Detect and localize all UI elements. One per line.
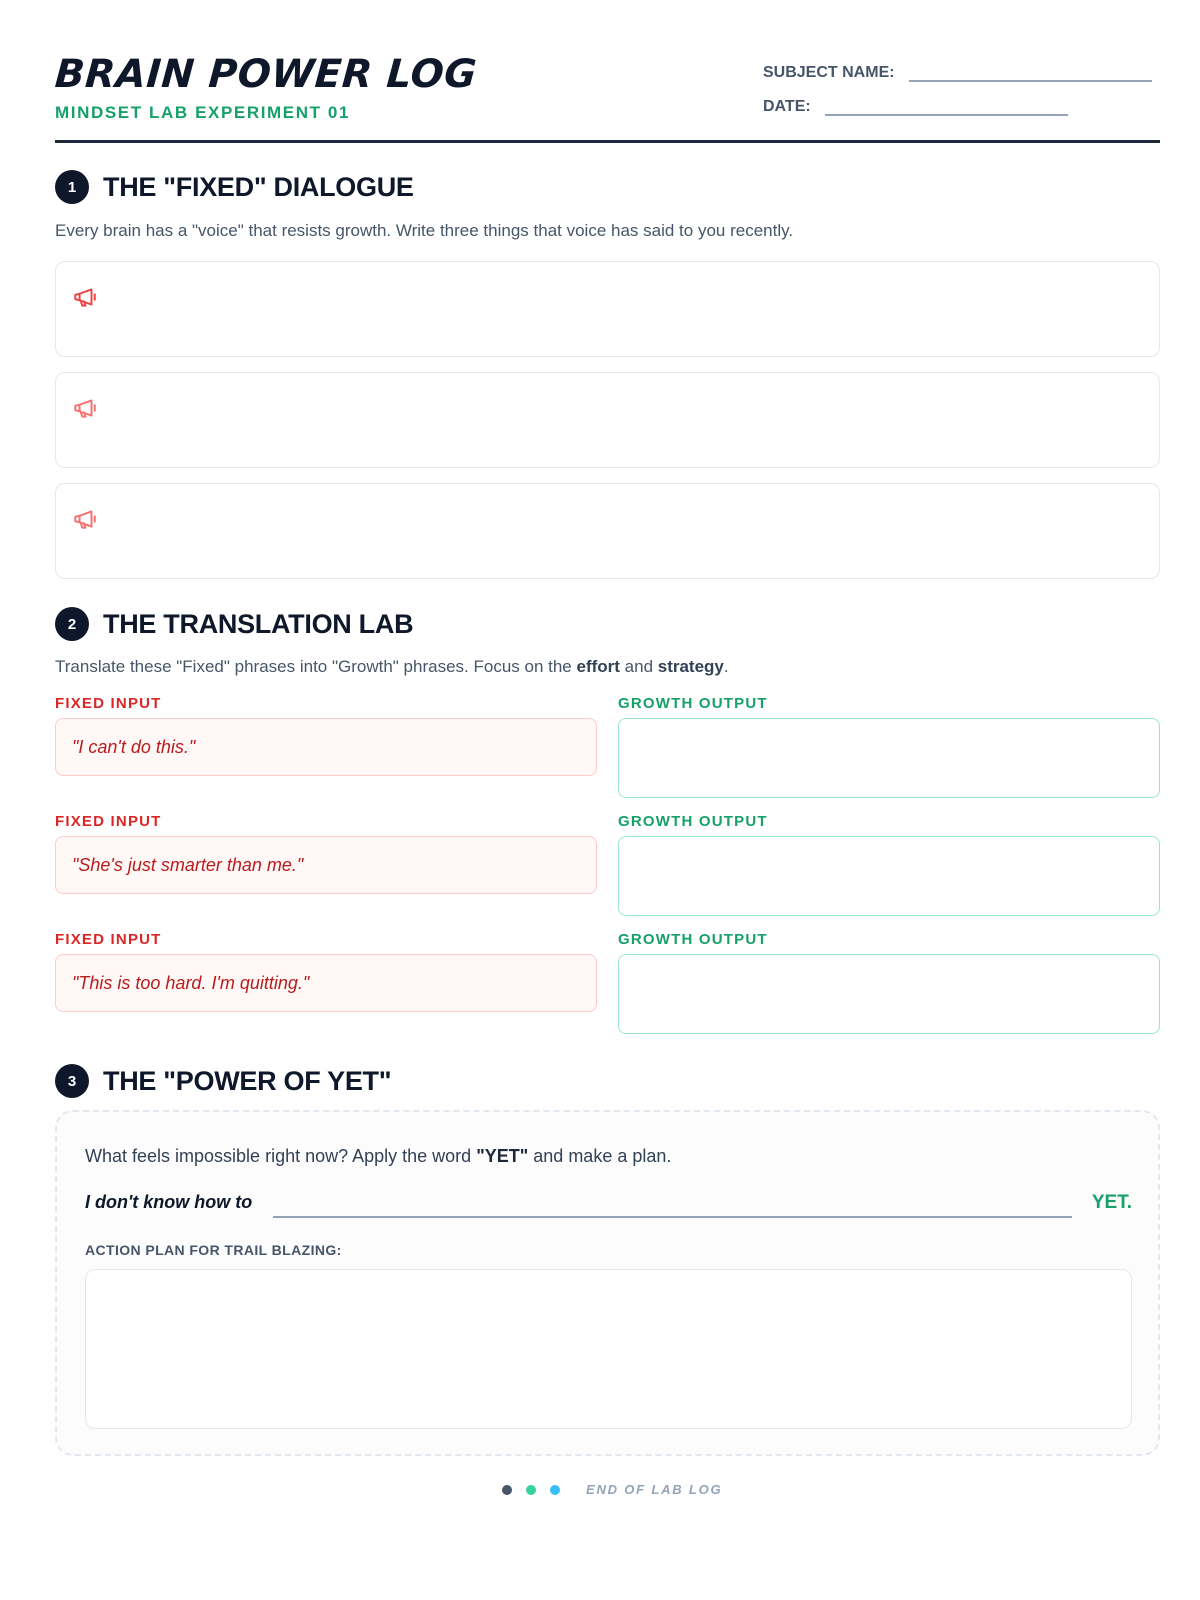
fixed-input-label: FIXED INPUT	[55, 931, 162, 948]
yet-sentence-lead: I don't know how to	[85, 1192, 253, 1212]
growth-output-field-1[interactable]	[618, 718, 1160, 798]
footer-dot	[502, 1485, 512, 1495]
worksheet-page	[53, 0, 1160, 1497]
subject-name-line[interactable]	[909, 64, 1152, 82]
fixed-phrase-3: "This is too hard. I'm quitting."	[55, 954, 597, 1012]
section-title: THE "POWER OF YET"	[103, 1065, 392, 1096]
growth-output-label: GROWTH OUTPUT	[618, 695, 768, 712]
subject-name-field[interactable]	[763, 64, 1152, 82]
section-2-description	[55, 657, 729, 677]
yet-prompt	[85, 1146, 671, 1167]
growth-output-label: GROWTH OUTPUT	[618, 813, 768, 830]
prompt-text: What feels impossible right now? Apply the word	[85, 1146, 477, 1166]
date-field[interactable]	[763, 98, 1068, 116]
fixed-phrase-2: "She's just smarter than me."	[55, 836, 597, 894]
date-line[interactable]	[825, 98, 1068, 116]
action-plan-field[interactable]	[85, 1269, 1132, 1429]
date-label: DATE:	[763, 98, 811, 115]
fixed-voice-entry-2[interactable]	[55, 372, 1160, 468]
power-of-yet-panel	[55, 1110, 1160, 1456]
description-emphasis-strategy: strategy	[657, 657, 724, 676]
fixed-voice-entry-3[interactable]	[55, 483, 1160, 579]
section-number-badge: 3	[55, 1064, 89, 1098]
subject-name-label: SUBJECT NAME:	[763, 64, 895, 81]
growth-output-label: GROWTH OUTPUT	[618, 931, 768, 948]
fixed-input-label: FIXED INPUT	[55, 695, 162, 712]
description-text: Translate these "Fixed" phrases into "Growth" phrases. Focus on the	[55, 657, 577, 676]
section-title: THE "FIXED" DIALOGUE	[103, 171, 414, 202]
section-number-badge: 1	[55, 170, 89, 204]
yet-sentence-row	[85, 1192, 1132, 1222]
prompt-text: and make a plan.	[528, 1146, 672, 1166]
description-text: .	[723, 657, 729, 676]
section-number-badge: 2	[55, 607, 89, 641]
description-emphasis-effort: effort	[576, 657, 620, 676]
fixed-voice-entry-1[interactable]	[55, 261, 1160, 357]
fixed-phrase-1: "I can't do this."	[55, 718, 597, 776]
page-title: BRAIN POWER LOG	[53, 52, 479, 97]
page-subtitle: MINDSET LAB EXPERIMENT 01	[55, 103, 351, 122]
section-3-heading	[55, 1064, 391, 1098]
fixed-input-label: FIXED INPUT	[55, 813, 162, 830]
description-text: and	[619, 657, 658, 676]
section-title: THE TRANSLATION LAB	[103, 608, 414, 639]
footer-dot	[550, 1485, 560, 1495]
yet-blank-line[interactable]	[273, 1216, 1072, 1218]
page-header	[55, 0, 1160, 143]
megaphone-icon	[72, 506, 98, 532]
page-footer	[502, 1482, 722, 1497]
section-1-description: Every brain has a "voice" that resists growth. Write three things that voice has said to you recently.	[55, 221, 794, 240]
action-plan-label: ACTION PLAN FOR TRAIL BLAZING:	[85, 1242, 342, 1258]
megaphone-icon	[72, 395, 98, 421]
footer-dot	[526, 1485, 536, 1495]
section-2-heading	[55, 607, 413, 641]
megaphone-icon	[72, 284, 98, 310]
growth-output-field-2[interactable]	[618, 836, 1160, 916]
footer-text: END OF LAB LOG	[586, 1482, 723, 1497]
section-1-heading	[55, 170, 414, 204]
growth-output-field-3[interactable]	[618, 954, 1160, 1034]
prompt-emphasis-yet: "YET"	[476, 1146, 529, 1166]
yet-word: YET.	[1091, 1192, 1132, 1213]
